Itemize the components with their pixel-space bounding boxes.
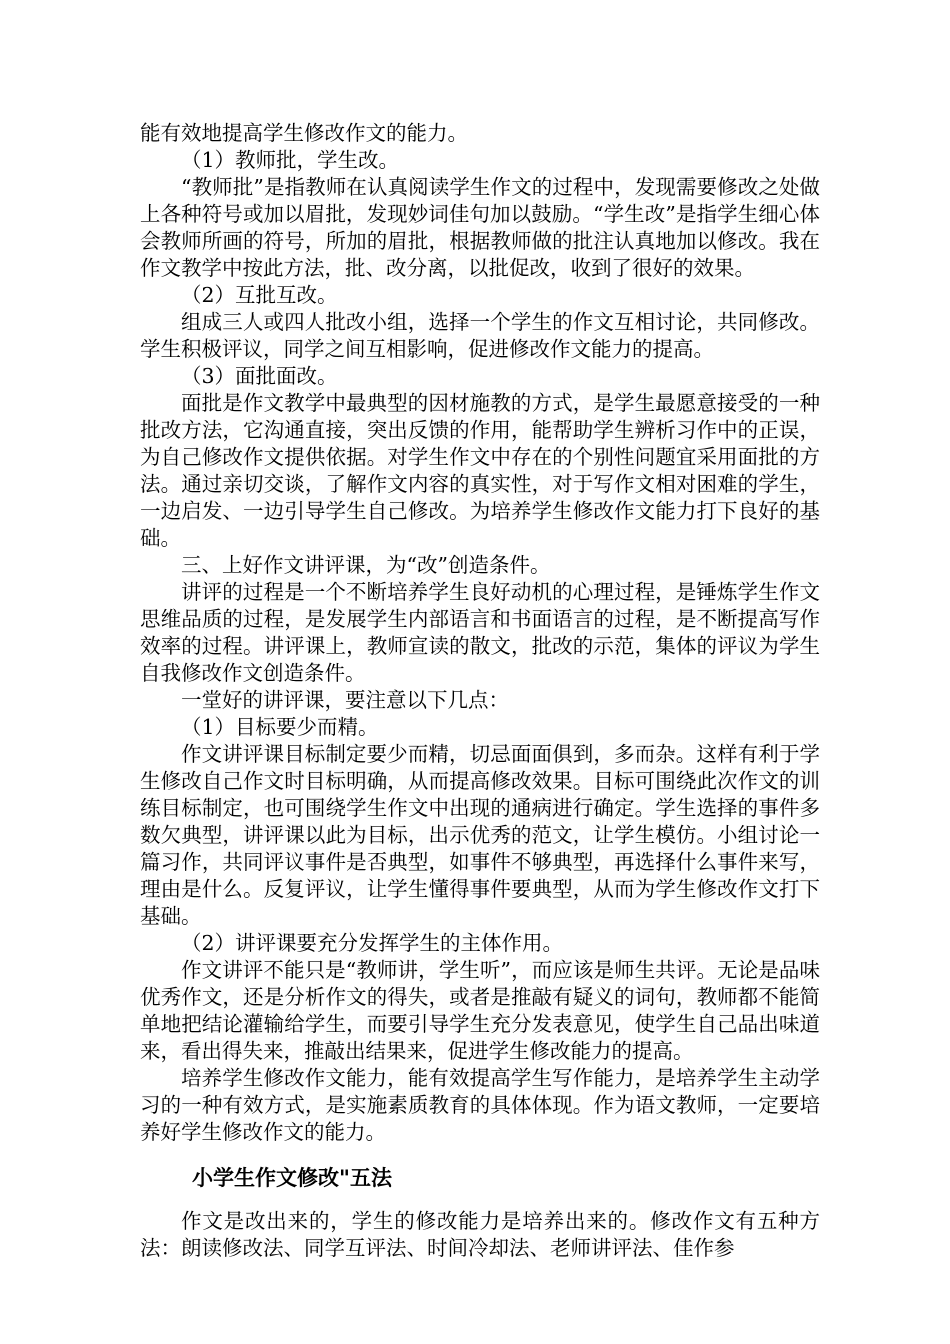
paragraph: 作文讲评不能只是“教师讲，学生听”，而应该是师生共评。无论是品味优秀作文，还是分析作文的得失，或者是推敲有疑义的词句，教师都不能简单地把结论灌输给学生，而要引导学生充分发表意见，使学生自己品出味道来，看出得失来，推敲出结果来，促进学生修改能力的提高。 (140, 958, 820, 1063)
section-before-heading (140, 120, 820, 1146)
section-heading: 小学生作文修改"五法 (192, 1166, 392, 1190)
paragraph: 面批是作文教学中最典型的因材施教的方式，是学生最愿意接受的一种批改方法，它沟通直接，突出反馈的作用，能帮助学生辨析习作中的正误，为自己修改作文提供依据。对学生作文中存在的个别性问题宜采用面批的方法。通过亲切交谈，了解作文内容的真实性，对于写作文相对困难的学生，一边启发、一边引导学生自己修改。为培养学生修改作文能力打下良好的基础。 (140, 391, 820, 550)
paragraph: 讲评的过程是一个不断培养学生良好动机的心理过程，是锤炼学生作文思维品质的过程，是发展学生内部语言和书面语言的过程，是不断提高写作效率的过程。讲评课上，教师宣读的散文，批改的示范，集体的评议为学生自我修改作文创造条件。 (140, 580, 820, 685)
paragraph: 三、上好作文讲评课，为“改”创造条件。 (181, 553, 551, 577)
paragraph: 一堂好的讲评课，要注意以下几点： (181, 688, 509, 712)
paragraph: 组成三人或四人批改小组，选择一个学生的作文互相讨论，共同修改。学生积极评议，同学之间互相影响，促进修改作文能力的提高。 (140, 310, 820, 361)
paragraph: （1）目标要少而精。 (181, 715, 379, 739)
section-after-heading (140, 1208, 820, 1262)
paragraph: 作文讲评课目标制定要少而精，切忌面面俱到，多而杂。这样有利于学生修改自己作文时目标明确，从而提高修改效果。目标可围绕此次作文的训练目标制定，也可围绕学生作文中出现的通病进行确定。学生选择的事件多数欠典型，讲评课以此为目标，出示优秀的范文，让学生模仿。小组讨论一篇习作，共同评议事件是否典型，如事件不够典型，再选择什么事件来写，理由是什么。反复评议，让学生懂得事件要典型，从而为学生修改作文打下基础。 (140, 742, 820, 928)
document-body (140, 120, 820, 1262)
paragraph: “教师批”是指教师在认真阅读学生作文的过程中，发现需要修改之处做上各种符号或加以眉批，发现妙词佳句加以鼓励。“学生改”是指学生细心体会教师所画的符号，所加的眉批，根据教师做的批注认真地加以修改。我在作文教学中按此方法，批、改分离，以批促改，收到了很好的效果。 (140, 175, 820, 280)
paragraph: （2）讲评课要充分发挥学生的主体作用。 (181, 931, 564, 955)
paragraph: 培养学生修改作文能力，能有效提高学生写作能力，是培养学生主动学习的一种有效方式，是实施素质教育的具体体现。作为语文教师，一定要培养好学生修改作文的能力。 (140, 1066, 820, 1144)
paragraph: （3）面批面改。 (181, 364, 338, 388)
paragraph: （2）互批互改。 (181, 283, 338, 307)
paragraph: 作文是改出来的，学生的修改能力是培养出来的。修改作文有五种方法：朗读修改法、同学互评法、时间冷却法、老师讲评法、佳作参 (140, 1209, 820, 1260)
paragraph: 能有效地提高学生修改作文的能力。 (140, 121, 468, 145)
paragraph: （1）教师批，学生改。 (181, 148, 400, 172)
